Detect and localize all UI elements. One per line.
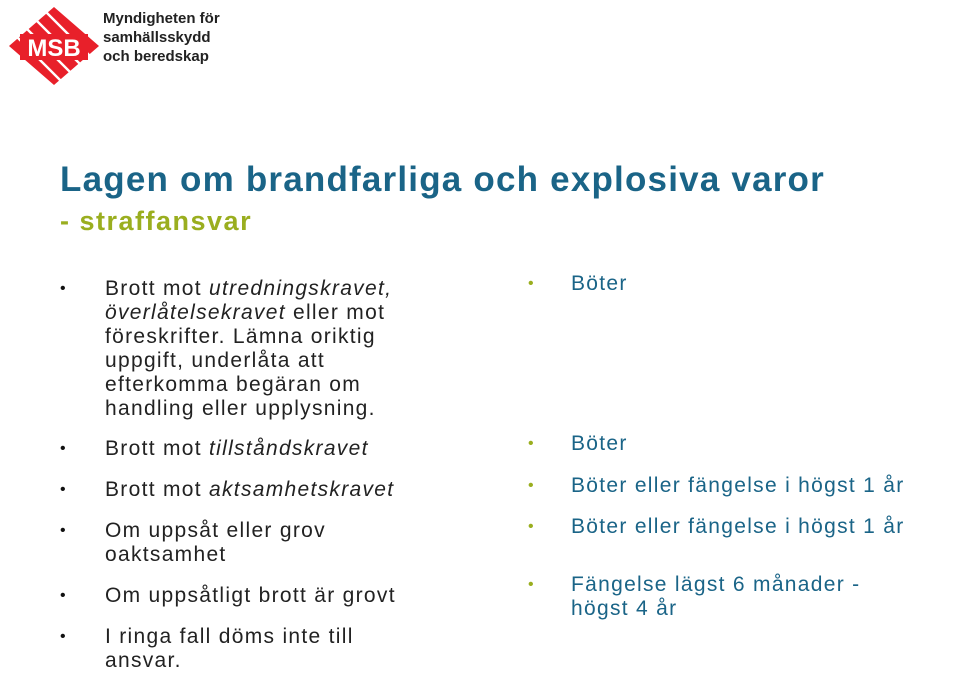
msb-logo bbox=[8, 6, 100, 86]
org-name-line: samhällsskydd bbox=[103, 29, 211, 46]
bullet-icon: • bbox=[528, 275, 535, 292]
penalty-text: Fängelse lägst 6 månader - högst 4 år bbox=[571, 573, 861, 620]
bullet-icon: • bbox=[528, 576, 535, 593]
penalty-text: Böter eller fängelse i högst 1 år bbox=[571, 474, 905, 497]
bullet-icon: • bbox=[60, 628, 67, 645]
bullet-icon: • bbox=[528, 435, 535, 452]
offence-item bbox=[60, 625, 505, 673]
offence-item bbox=[60, 519, 505, 567]
org-name bbox=[103, 9, 220, 66]
bullet-icon: • bbox=[60, 522, 67, 539]
penalty-item bbox=[528, 474, 960, 498]
bullet-icon: • bbox=[60, 280, 67, 297]
penalty-text: Böter bbox=[571, 432, 628, 455]
offence-text: Brott mot utredningskravet, överlåtelsekravet eller mot föreskrifter. Lämna oriktig uppgift, underlåta att efterkomma begäran om handling eller upplysning. bbox=[105, 277, 393, 420]
penalty-item bbox=[528, 432, 960, 456]
org-name-line: Myndigheten för bbox=[103, 10, 220, 27]
offence-text: Brott mot aktsamhetskravet bbox=[105, 478, 395, 501]
org-name-line: och beredskap bbox=[103, 48, 209, 65]
bullet-icon: • bbox=[528, 477, 535, 494]
slide-title: Lagen om brandfarliga och explosiva varor bbox=[60, 160, 825, 199]
bullet-icon: • bbox=[60, 587, 67, 604]
bullet-icon: • bbox=[528, 518, 535, 535]
bullet-icon: • bbox=[60, 440, 67, 457]
logo-text: MSB bbox=[27, 35, 81, 62]
offence-item bbox=[60, 478, 505, 502]
penalty-text: Böter eller fängelse i högst 1 år bbox=[571, 515, 905, 538]
offence-item bbox=[60, 277, 505, 421]
offence-text: Om uppsåt eller grov oaktsamhet bbox=[105, 519, 326, 566]
penalty-item bbox=[528, 515, 960, 539]
offence-text: Brott mot tillståndskravet bbox=[105, 437, 369, 460]
penalty-text: Böter bbox=[571, 272, 628, 295]
offence-text: I ringa fall döms inte till ansvar. bbox=[105, 625, 354, 672]
penalty-item bbox=[528, 272, 960, 296]
msb-logo-graphic bbox=[8, 6, 100, 86]
offence-item bbox=[60, 437, 505, 461]
penalty-item bbox=[528, 573, 960, 621]
slide-subtitle: - straffansvar bbox=[60, 206, 253, 236]
offence-text: Om uppsåtligt brott är grovt bbox=[105, 584, 396, 607]
bullet-icon: • bbox=[60, 481, 67, 498]
offence-item bbox=[60, 584, 505, 608]
